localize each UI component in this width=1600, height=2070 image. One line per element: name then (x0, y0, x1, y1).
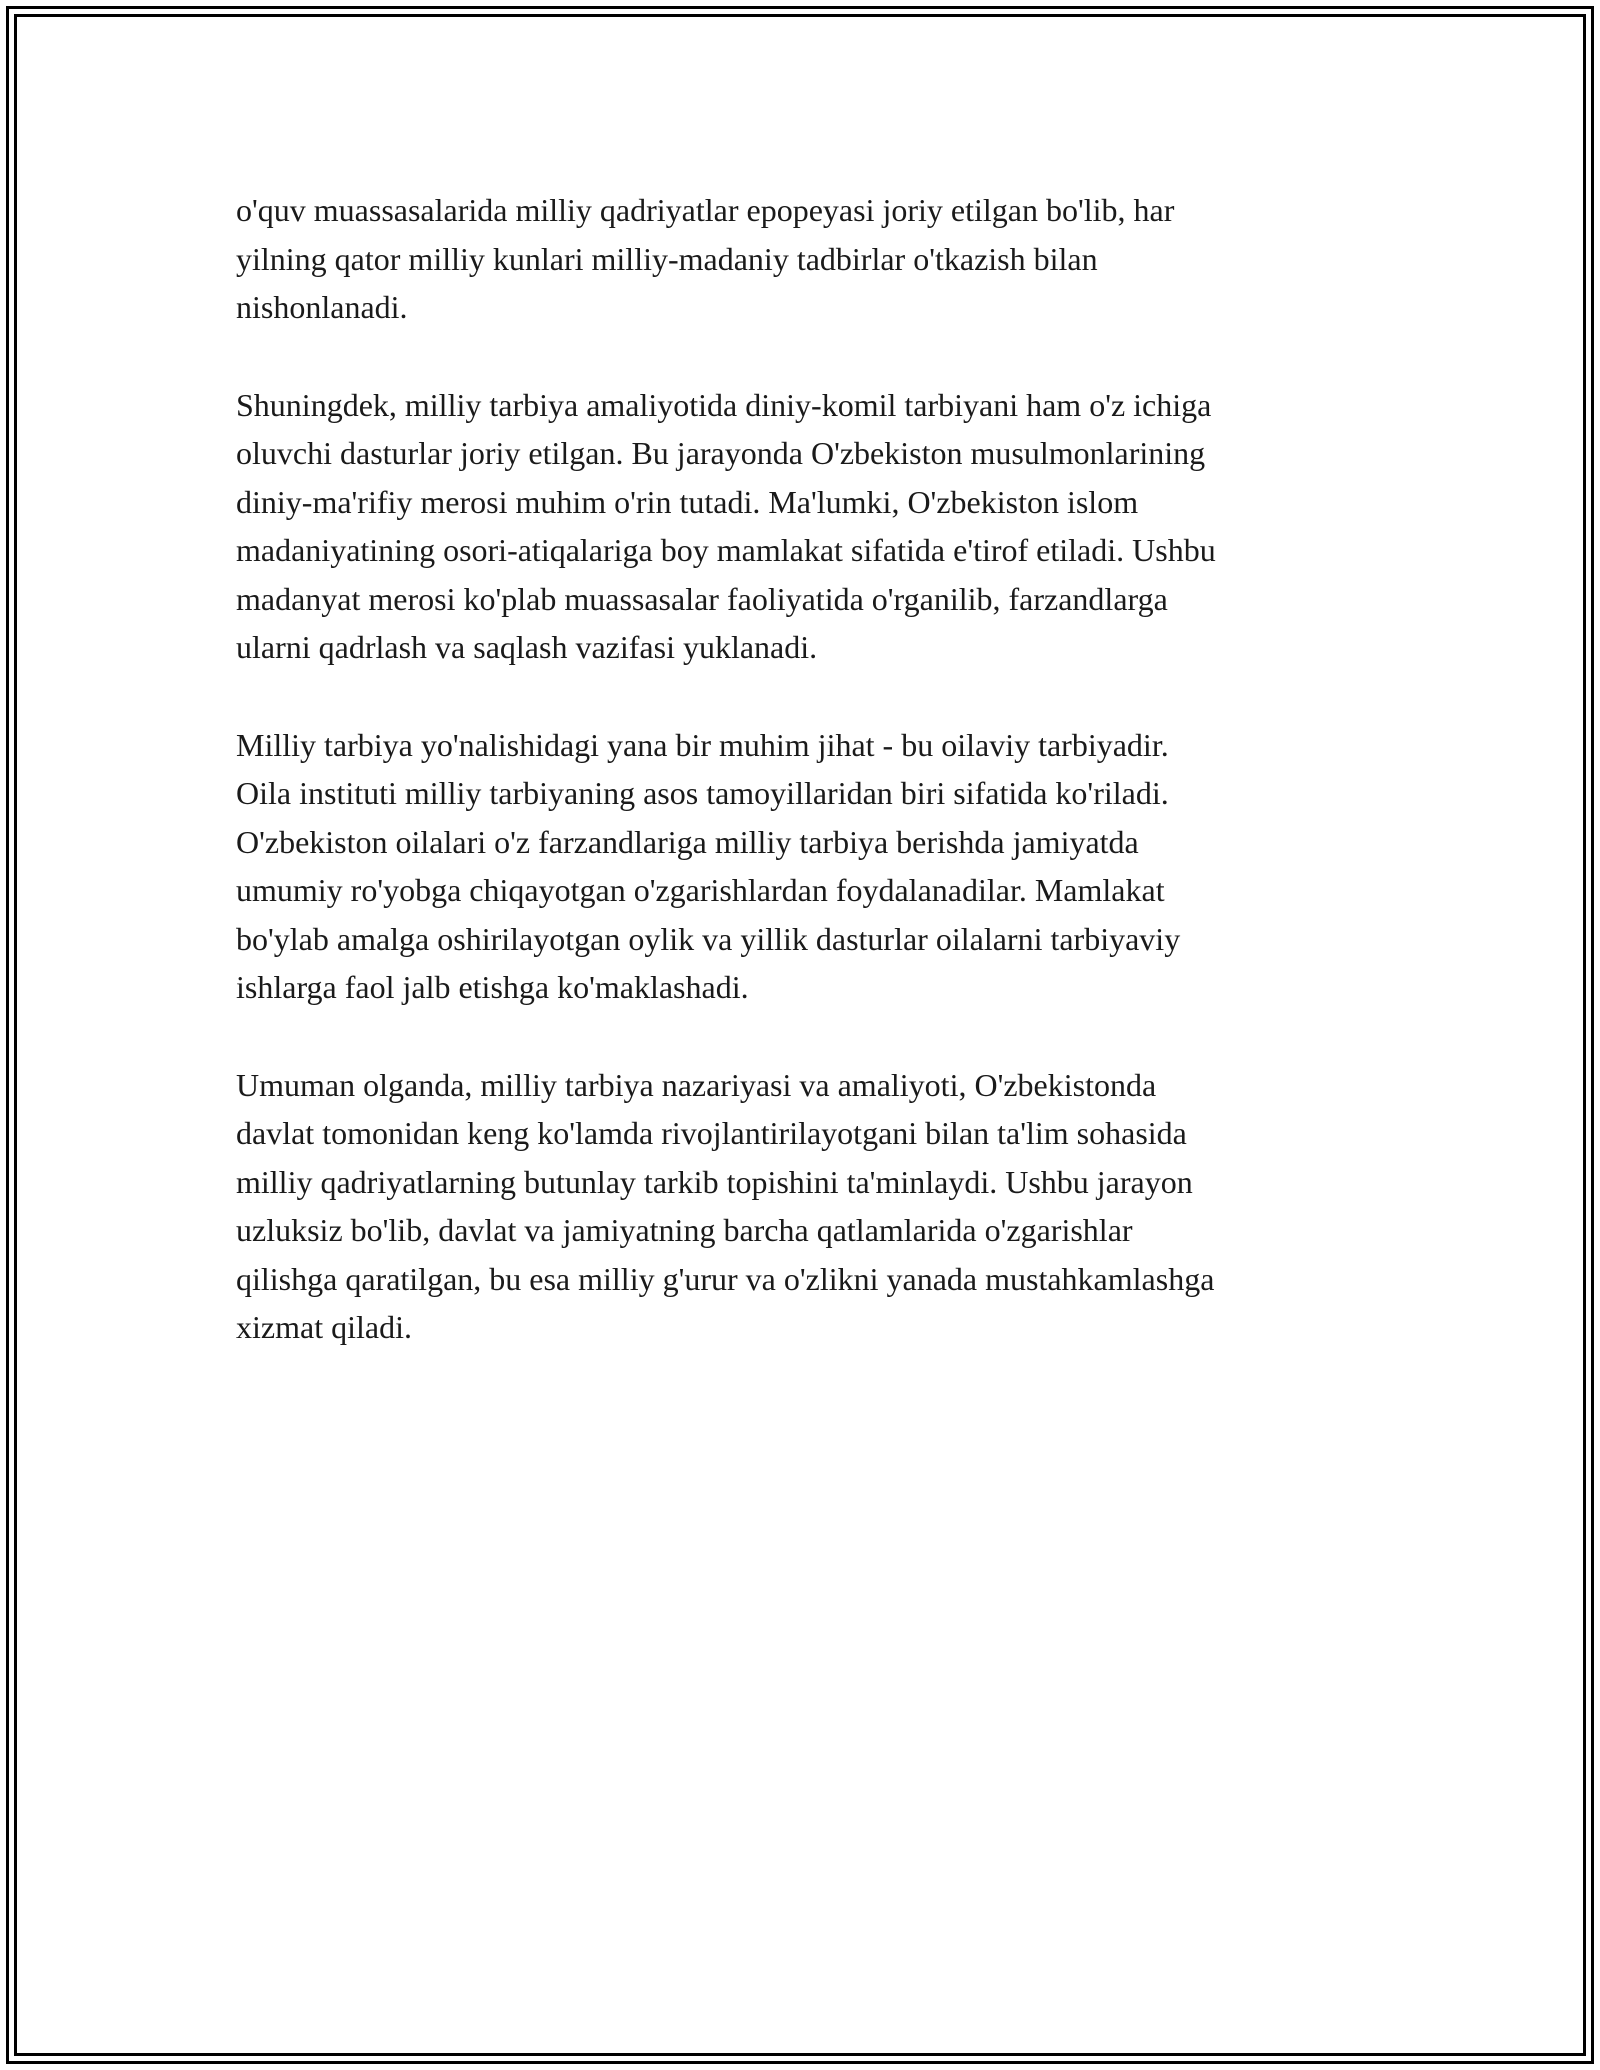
document-body (236, 186, 1366, 1401)
paragraph-2: Shuningdek, milliy tarbiya amaliyotida diniy-komil tarbiyani ham o'z ichiga oluvchi dasturlar joriy etilgan. Bu jarayonda O'zbekiston musulmonlarining diniy-ma'rifiy merosi muhim o'rin tutadi. Ma'lumki, O'zbekiston islom madaniyatining osori-atiqalariga boy mamlakat sifatida e'tirof etiladi. Ushbu madanyat merosi ko'plab muassasalar faoliyatida o'rganilib, farzandlarga ularni qadrlash va saqlash vazifasi yuklanadi. (236, 386, 1216, 665)
paragraph-4: Umuman olganda, milliy tarbiya nazariyasi va amaliyoti, O'zbekistonda davlat tomonidan keng ko'lamda rivojlantirilayotgani bilan ta'lim sohasida milliy qadriyatlarning butunlay tarkib topishini ta'minlaydi. Ushbu jarayon uzluksiz bo'lib, davlat va jamiyatning barcha qatlamlarida o'zgarishlar qilishga qaratilgan, bu esa milliy g'urur va o'zlikni yanada mustahkamlashga xizmat qiladi. (236, 1066, 1215, 1345)
paragraph-1: o'quv muassasalarida milliy qadriyatlar epopeyasi joriy etilgan bo'lib, har yilning qator milliy kunlari milliy-madaniy tadbirlar o'tkazish bilan nishonlanadi. (236, 192, 1175, 325)
paragraph-3: Milliy tarbiya yo'nalishidagi yana bir muhim jihat - bu oilaviy tarbiyadir. Oila instituti milliy tarbiyaning asos tamoyillaridan biri sifatida ko'riladi. O'zbekiston oilalari o'z farzandlariga milliy tarbiya berishda jamiyatda umumiy ro'yobga chiqayotgan o'zgarishlardan foydalanadilar. Mamlakat bo'ylab amalga oshirilayotgan oylik va yillik dasturlar oilalarni tarbiyaviy ishlarga faol jalb etishga ko'maklashadi. (236, 726, 1181, 1005)
